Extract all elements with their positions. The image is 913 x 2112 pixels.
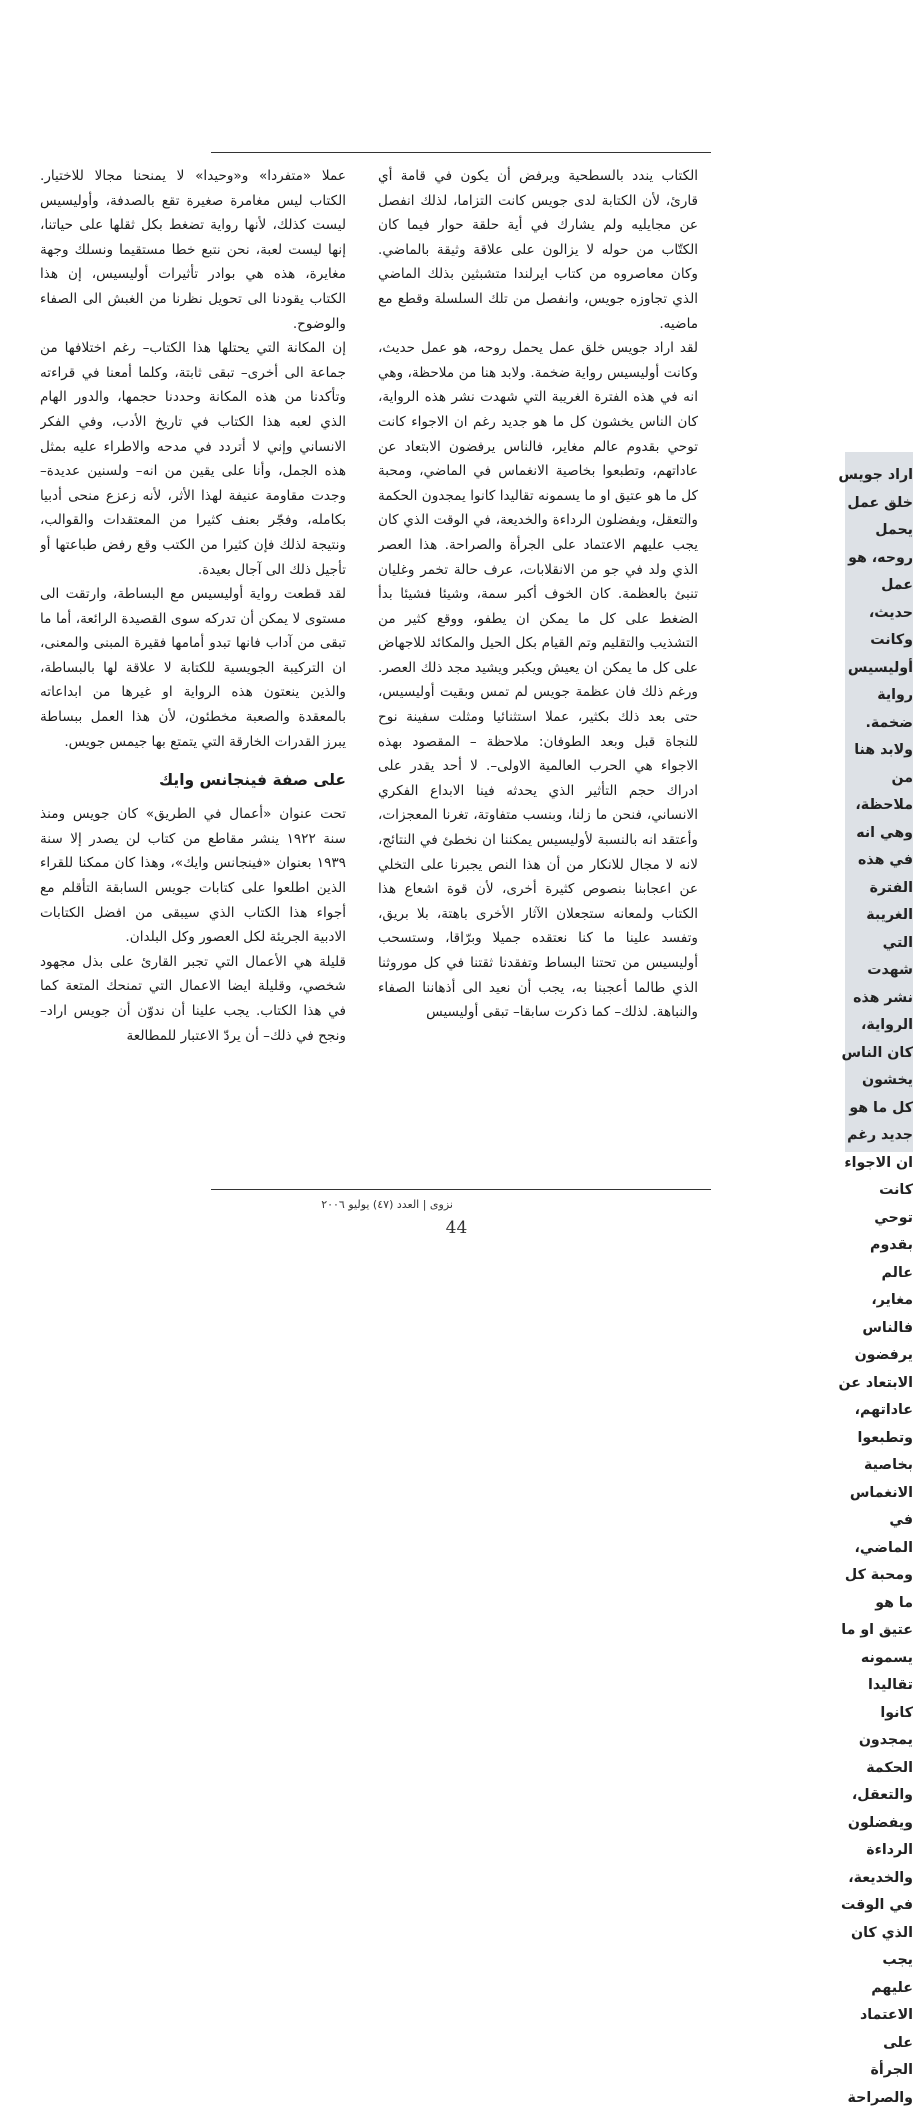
left-paragraph-5: قليلة هي الأعمال التي تجبر القارئ على بذل مجهود شخصي، وقليلة ايضا الاعمال التي تمنحك المتعة كما في هذا الكتاب. يجب علينا أن ندوّن أن جويس اراد– ونجح في ذلك– أن يردّ الاعتبار للمطالعة: [40, 953, 346, 1044]
right-column: [378, 164, 698, 1180]
left-paragraph-1: عملا «متفردا» و«وحيدا» لا يمنحنا مجالا للاختيار. الكتاب ليس مغامرة صغيرة تقع بالصدفة، وأوليسيس ليست كذلك، لأنها رواية تضغط بكل ثقلها على حياتنا، إنها ليست لعبة، نحن نتبع خطا مستقيما ونسلك وجهة مغايرة، هذه هي بوادر تأثيرات أوليسيس، إن هذا الكتاب يقودنا الى تحويل نظرنا من الغبش الى الصفاء والوضوح.: [40, 168, 346, 332]
section-heading: على صفة فينجانس وايك: [158, 771, 346, 790]
left-paragraph-4: تحت عنوان «أعمال في الطريق» كان جويس ومنذ سنة ١٩٢٢ ينشر مقاطع من كتاب لن يصدر إلا سنة ١٩٣٩ بعنوان «فينجانس وايك»، وهذا كان ممكنا للقراء الذين اطلعوا على كتابات جويس السابقة التأقلم مع أجواء هذا الكتاب الذي سيبقى من افضل الكتابات الادبية الجريئة لكل العصور وكل البلدان.: [40, 806, 346, 946]
bottom-rule: [211, 1189, 711, 1190]
issue-footer: نزوى | العدد (٤٧) يوليو ٢٠٠٦: [321, 1198, 453, 1211]
page-number: 44: [445, 1218, 468, 1238]
pull-quote: اراد جويس خلق عمل يحمل روحه، هو عمل حديث، وكانت أوليسيس رواية ضخمة. ولابد هنا من ملاحظة، وهي انه في هذه الفترة الغريبة التي شهدت نشر هذه الرواية، كان الناس يخشون كل ما هو جديد رغم ان الاجواء كانت توحي بقدوم عالم مغاير، فالناس يرفضون الابتعاد عن عاداتهم، وتطبعوا بخاصية الانغماس في الماضي، ومحبة كل ما هو عتيق او ما يسمونه تقاليدا كانوا يمجدون الحكمة والتعقل، ويفضلون الرداءة والخديعة، في الوقت الذي كان يجب عليهم الاعتماد على الجرأة والصراحة: [838, 467, 913, 2106]
top-rule: [211, 152, 711, 153]
left-paragraph-2: إن المكانة التي يحتلها هذا الكتاب– رغم اختلافها من جماعة الى أخرى– تبقى ثابتة، وكلما أمعنا في قراءته وتأكدنا من هذه المكانة وحددنا حجمها، والدور الهام الذي لعبه هذا الكتاب في تاريخ الأدب، وفي الفكر الانساني وإني لا أتردد في مدحه والاطراء عليه بمثل هذه الجمل، وأنا على يقين من انه– ولسنين عديدة– وجدت مقاومة عنيفة لهذا الأثر، لأنه زعزع منحى أدبيا بكامله، وفجّر بعنف كثيرا من المعتقدات والقوالب، ونتيجة لذلك فإن كثيرا من الكتب وقع رفض طباعتها أو تأجيل ذلك الى آجال بعيدة.: [40, 340, 346, 578]
left-paragraph-3: لقد قطعت رواية أوليسيس مع البساطة، وارتقت الى مستوى لا يمكن أن تدركه سوى القصيدة الرائعة، أما ما تبقى من آداب فانها تبدو أمامها فقيرة المبنى والمعنى، ان التركيبة الجويسية للكتابة لا علاقة لها بالبساطة، والذين ينعتون هذه الرواية او غيرها من ابداعاته بالمعقدة والصعبة مخطئون، لأن هذا العمل ببساطة يبرز القدرات الخارقة التي يتمتع بها جيمس جويس.: [40, 586, 346, 750]
left-column-text: [40, 164, 346, 1180]
right-paragraph-2: لقد اراد جويس خلق عمل يحمل روحه، هو عمل حديث، وكانت أوليسيس رواية ضخمة. ولابد هنا من ملاحظة، وهي انه في هذه الفترة الغريبة التي شهدت نشر هذه الرواية، كان الناس يخشون كل ما هو جديد رغم ان الاجواء كانت توحي بقدوم عالم مغاير، فالناس يرفضون الابتعاد عن عاداتهم، وتطبعوا بخاصية الانغماس في الماضي، ومحبة كل ما هو عتيق او ما يسمونه تقاليدا كانوا يمجدون الحكمة والتعقل، ويفضلون الرداءة والخديعة، في الوقت الذي كان يجب عليهم الاعتماد على الجرأة والصراحة. هذا العصر الذي ولد في جو من الانقلابات، عرف حالة تخمر وغليان تنبئ بالعظمة. كان الخوف أكبر سمة، وشيئا فشيئا بدأ الضغط على كل ما يمكن ان يطفو، ووقع كثير من التشذيب والتقليم وتم القيام بكل الحيل والمكائد للاجهاض على كل ما يمكن ان يعيش ويكبر ويشيد مجد ذلك العصر. ورغم ذلك فان عظمة جويس لم تمس وبقيت أوليسيس، حتى بعد ذلك بكثير، عملا استثنائيا ومثلت سفينة نوح للنجاة قبل وبعد الطوفان: ملاحظة – المقصود بهذه الاجواء هي الحرب العالمية الاولى–. لا أحد يقدر على ادراك حجم التأثير الذي يحدثه فينا الابداع الفكري الانساني، فنحن ما زلنا، وبنسب متفاوتة، تغرنا المعجزات، وأعتقد انه بالنسبة لأوليسيس يمكننا ان نخطئ في النتائج، لانه لا مجال للانكار من أن هذا النص يجبرنا على التخلي عن اعجابنا بنصوص كثيرة أخرى، لأن قوة اشعاع هذا الكتاب ولمعانه ستجعلان الآثار الأخرى باهتة، بلا بريق، وتفسد علينا ما كنا نعتقده جميلا وبرّاقا، وستسحب أوليسيس من تحتنا البساط وتفقدنا ثقتنا في كل موروثنا الذي طالما أعجبنا به، يجب أن نعيد الى أذهاننا الصفاء والنباهة. لذلك– كما ذكرت سابقا– تبقى أوليسيس: [378, 340, 698, 1021]
right-paragraph-1: الكتاب يندد بالسطحية ويرفض أن يكون في قامة أي قارئ، لأن الكتابة لدى جويس كانت التزاما، لذلك انفصل عن مجايليه ولم يشارك في أية حلقة حوار فيما كان الكتّاب من حوله لا يزالون على علاقة وثيقة بالماضي. وكان معاصروه من كتاب ايرلندا متشبثين بذلك الماضي الذي تجاوزه جويس، وانفصل من تلك السلسلة وقطع مع ماضيه.: [378, 168, 698, 332]
